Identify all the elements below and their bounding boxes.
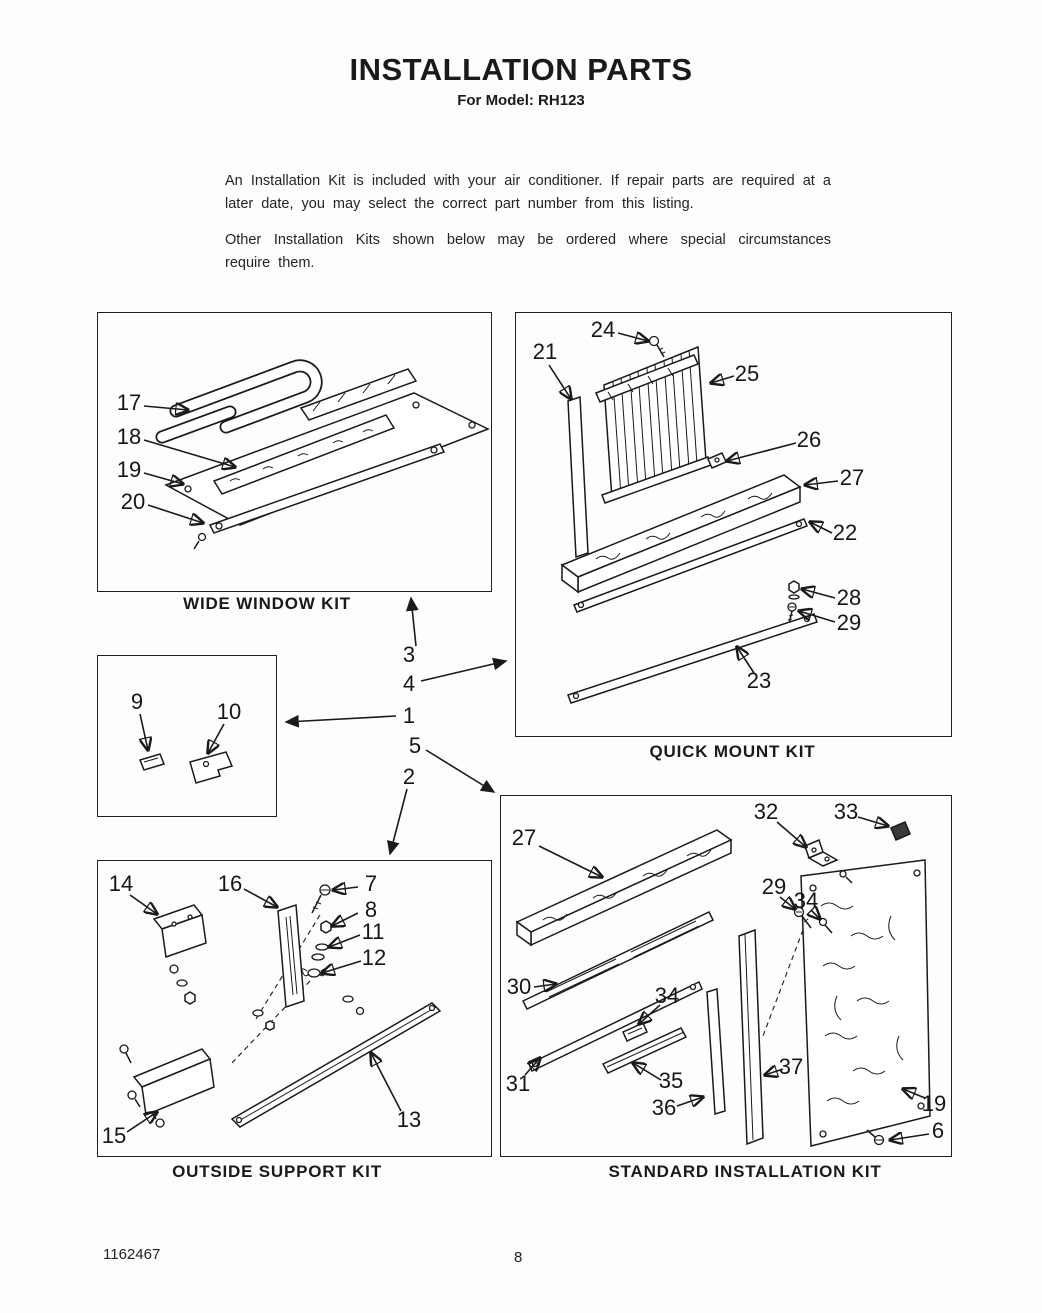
- outside-support-kit-box: [97, 860, 492, 1157]
- callout-3: 3: [402, 642, 416, 667]
- hardware-kit-diagram: [98, 656, 276, 816]
- callout-14: 14: [108, 871, 134, 896]
- callout-24: 24: [590, 317, 616, 342]
- callout-27: 27: [839, 465, 865, 490]
- part-strip-36: [707, 989, 725, 1114]
- callout-19b: 19: [921, 1091, 947, 1116]
- standard-installation-kit-diagram: [501, 796, 951, 1156]
- callout-31: 31: [505, 1071, 531, 1096]
- hardware-callout-arrows: [140, 714, 224, 753]
- callout-28: 28: [836, 585, 862, 610]
- wide-window-kit-diagram: [98, 313, 491, 591]
- callout-20: 20: [120, 489, 146, 514]
- callout-7: 7: [364, 871, 378, 896]
- callout-8: 8: [364, 897, 378, 922]
- callout-10: 10: [216, 699, 242, 724]
- part-middle-hardware: [253, 996, 364, 1030]
- part-washers-11: [312, 944, 328, 960]
- part-weather-panel-19: [801, 860, 930, 1146]
- standard-installation-kit-label: STANDARD INSTALLATION KIT: [608, 1162, 882, 1181]
- callout-12: 12: [361, 945, 387, 970]
- part-screw-6: [867, 1130, 884, 1145]
- callout-26: 26: [796, 427, 822, 452]
- intro-paragraph-2: Other Installation Kits shown below may be ordered where special circumstances require them.: [225, 231, 831, 271]
- callout-6: 6: [931, 1118, 945, 1143]
- callout-5: 5: [408, 733, 422, 758]
- callout-13: 13: [396, 1107, 422, 1132]
- part-clip-9: [140, 754, 164, 770]
- page-title: INSTALLATION PARTS: [349, 52, 693, 87]
- callout-23: 23: [746, 668, 772, 693]
- part-top-screw-24: [650, 337, 666, 358]
- intro-text: [225, 170, 831, 288]
- part-gasket-strip-17: [162, 366, 316, 437]
- callout-27b: 27: [511, 825, 537, 850]
- quick-mount-kit-box: [515, 312, 952, 737]
- page-number: 8: [514, 1249, 523, 1266]
- callout-11: 11: [361, 919, 385, 944]
- callout-18: 18: [116, 424, 142, 449]
- outside-support-kit-label: OUTSIDE SUPPORT KIT: [172, 1162, 382, 1181]
- part-angle-bracket-14: [154, 905, 206, 1004]
- part-channel-35: [603, 1028, 686, 1073]
- part-angle-rail-15: [120, 1045, 214, 1127]
- callout-2: 2: [402, 764, 416, 789]
- model-subtitle: For Model: RH123: [457, 92, 585, 109]
- quick-mount-kit-label: QUICK MOUNT KIT: [649, 742, 816, 761]
- document-number: 1162467: [103, 1246, 161, 1263]
- part-sill-bar-27: [517, 830, 731, 945]
- callout-17: 17: [116, 390, 142, 415]
- callout-4: 4: [402, 671, 416, 696]
- part-bracket-10: [190, 752, 232, 783]
- callout-33: 33: [833, 799, 859, 824]
- callout-21: 21: [532, 339, 558, 364]
- part-side-strip-21: [568, 397, 588, 557]
- callout-16: 16: [217, 871, 243, 896]
- standard-installation-kit-box: [500, 795, 952, 1157]
- part-slotted-bar-16: [278, 905, 304, 1007]
- callout-29b: 29: [761, 874, 787, 899]
- wide-window-kit-box: [97, 312, 492, 592]
- intro-paragraph-1: An Installation Kit is included with your air conditioner. If repair parts are required at a later date, you may select the correct part number from this listing.: [225, 173, 831, 212]
- quick-mount-kit-diagram: [516, 313, 951, 736]
- callout-36: 36: [651, 1095, 677, 1120]
- callout-15: 15: [101, 1123, 127, 1148]
- part-strip-23: [568, 614, 817, 703]
- callout-22: 22: [832, 520, 858, 545]
- part-nut-8: [321, 921, 331, 933]
- part-upright-bar-37: [739, 930, 763, 1144]
- callout-37: 37: [778, 1054, 804, 1079]
- callout-25: 25: [734, 361, 760, 386]
- part-nut-28: [789, 581, 799, 599]
- callout-9: 9: [130, 689, 144, 714]
- callout-29: 29: [836, 610, 862, 635]
- part-pad-33: [891, 822, 910, 840]
- callout-34b: 34: [654, 983, 680, 1008]
- part-bracket-26: [708, 453, 726, 468]
- callout-19: 19: [116, 457, 142, 482]
- outside-support-kit-diagram: [98, 861, 491, 1156]
- callout-35: 35: [658, 1068, 684, 1093]
- wide-window-kit-label: WIDE WINDOW KIT: [183, 594, 351, 613]
- part-screw-7: [312, 885, 330, 913]
- callout-32: 32: [753, 799, 779, 824]
- callout-34a: 34: [793, 888, 819, 913]
- hardware-kit-box: [97, 655, 277, 817]
- callout-1: 1: [402, 703, 416, 728]
- callout-30: 30: [506, 974, 532, 999]
